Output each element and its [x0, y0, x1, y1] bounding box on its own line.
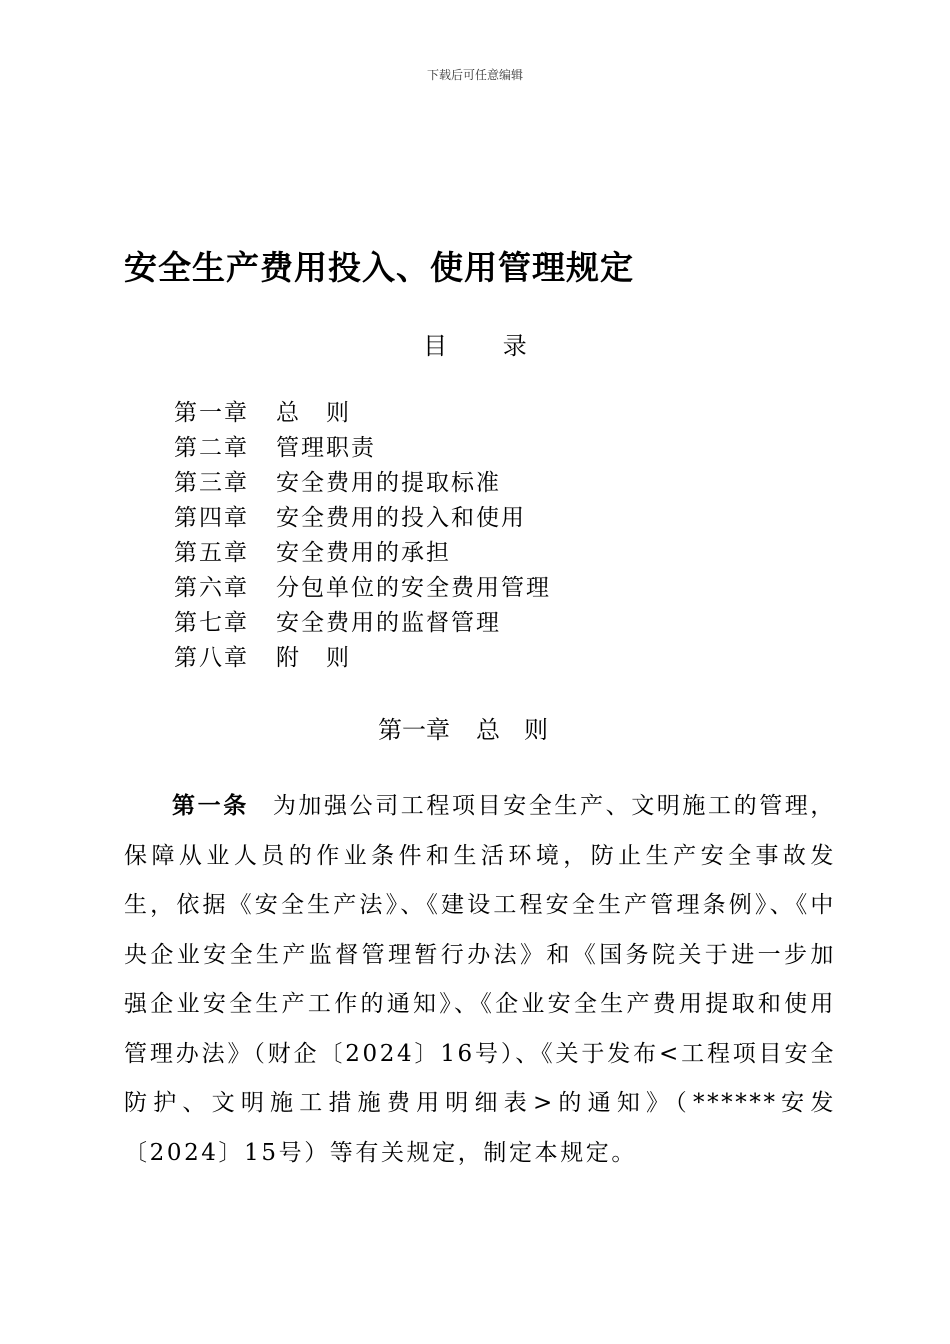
toc-chapter-number: 第七章 — [174, 610, 249, 636]
toc-heading: 目 录 — [423, 332, 551, 360]
toc-chapter-number: 第一章 — [174, 400, 249, 426]
toc-item — [174, 431, 551, 466]
chapter-heading — [0, 710, 950, 745]
toc-item — [174, 571, 551, 606]
article-paragraph — [124, 782, 836, 1178]
toc-chapter-title: 安全费用的承担 — [276, 540, 451, 566]
toc-chapter-title: 管理职责 — [276, 435, 376, 461]
toc-chapter-title: 分包单位的安全费用管理 — [276, 575, 551, 601]
article-number: 第一条 — [172, 793, 249, 819]
document-title: 安全生产费用投入、使用管理规定 — [124, 248, 634, 287]
chapter-number: 第一章 — [378, 716, 450, 744]
toc-item — [174, 606, 551, 641]
article-text: 为加强公司工程项目安全生产、文明施工的管理，保障从业人员的作业条件和生活环境，防止生产安全事故发生，依据《安全生产法》、《建设工程安全生产管理条例》、《中央企业安全生产监督管理暂行办法》和《国务院关于进一步加强企业安全生产工作的通知》、《企业安全生产费用提取和使用管理办法》（财企〔2024〕16号）、《关于发布<工程项目安全防护、文明施工措施费用明细表>的通知》（******安发〔2024〕15号）等有关规定，制定本规定。 — [124, 793, 837, 1166]
toc-chapter-title: 安全费用的提取标准 — [276, 470, 501, 496]
toc-chapter-number: 第二章 — [174, 435, 249, 461]
toc-chapter-number: 第三章 — [174, 470, 249, 496]
toc-chapter-title: 安全费用的监督管理 — [276, 610, 501, 636]
toc-item — [174, 396, 551, 431]
toc-chapter-title: 附 则 — [276, 645, 351, 671]
toc-chapter-title: 安全费用的投入和使用 — [276, 505, 526, 531]
toc-item — [174, 641, 551, 676]
toc-item — [174, 466, 551, 501]
toc-chapter-number: 第四章 — [174, 505, 249, 531]
toc-chapter-title: 总 则 — [276, 400, 351, 426]
toc-chapter-number: 第五章 — [174, 540, 249, 566]
header-note: 下载后可任意编辑 — [426, 68, 523, 82]
toc-item — [174, 536, 551, 571]
toc-chapter-number: 第八章 — [174, 645, 249, 671]
table-of-contents — [174, 396, 551, 676]
toc-item — [174, 501, 551, 536]
toc-chapter-number: 第六章 — [174, 575, 249, 601]
chapter-title: 总则 — [476, 716, 572, 744]
